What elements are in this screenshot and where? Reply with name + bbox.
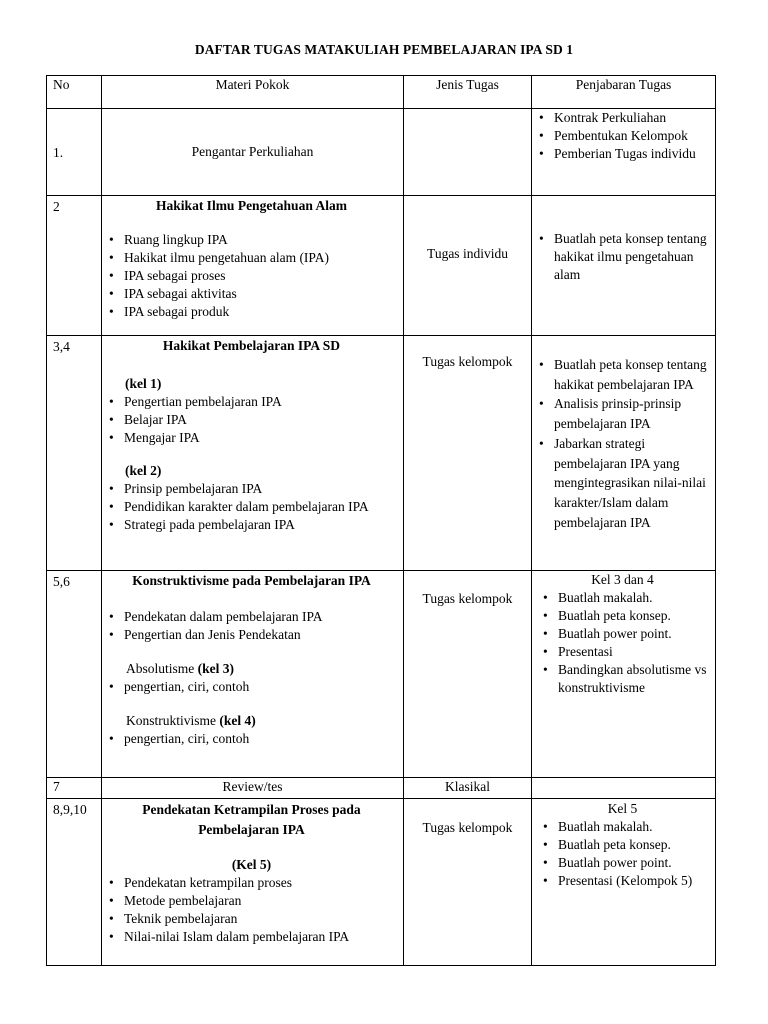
row-tasks-cell bbox=[532, 799, 716, 966]
list-item: • Pemberian Tugas individu bbox=[534, 145, 711, 163]
sub-heading-label: Konstruktivisme bbox=[126, 713, 220, 728]
row-materi-cell bbox=[102, 336, 404, 571]
list-item: • Buatlah peta konsep tentang hakikat ilmu pengetahuan alam bbox=[534, 230, 711, 284]
list-item: • Buatlah peta konsep tentang hakikat pembelajaran IPA bbox=[534, 355, 711, 394]
row-jenis bbox=[404, 799, 532, 966]
row-number: 3,4 bbox=[47, 336, 102, 571]
row-title: Review/tes bbox=[102, 778, 404, 799]
header-materi: Materi Pokok bbox=[102, 76, 404, 109]
list-item: • Buatlah makalah. bbox=[538, 818, 711, 836]
list-item: • Pendidikan karakter dalam pembelajaran IPA bbox=[104, 498, 399, 516]
row-jenis bbox=[404, 336, 532, 571]
list-item: • Belajar IPA bbox=[104, 411, 399, 429]
list-item: • pengertian, ciri, contoh bbox=[104, 730, 399, 748]
row-title: Pendekatan Ketrampilan Proses pada Pembelajaran IPA bbox=[142, 802, 361, 837]
row-tasks-cell bbox=[532, 778, 716, 799]
table-row bbox=[47, 571, 716, 778]
group-label: (kel 1) bbox=[125, 376, 162, 391]
row-jenis bbox=[404, 571, 532, 778]
list-item: • IPA sebagai proses bbox=[104, 267, 399, 285]
table-row bbox=[47, 336, 716, 571]
header-penjabaran: Penjabaran Tugas bbox=[532, 76, 716, 109]
row-materi-cell bbox=[102, 571, 404, 778]
header-jenis: Jenis Tugas bbox=[404, 76, 532, 109]
table-row bbox=[47, 799, 716, 966]
list-item: • Analisis prinsip-prinsip pembelajaran IPA bbox=[534, 394, 711, 433]
list-item: • Teknik pembelajaran bbox=[104, 910, 399, 928]
list-item: • Presentasi bbox=[538, 643, 711, 661]
sub-heading bbox=[104, 660, 399, 678]
list-item: • Mengajar IPA bbox=[104, 429, 399, 447]
row-jenis-text: Tugas kelompok bbox=[422, 820, 513, 835]
document-title: DAFTAR TUGAS MATAKULIAH PEMBELAJARAN IPA SD 1 bbox=[194, 42, 574, 57]
list-item: • Ruang lingkup IPA bbox=[104, 231, 399, 249]
list-item: • Pengertian dan Jenis Pendekatan bbox=[104, 626, 399, 644]
list-item: • Buatlah power point. bbox=[538, 625, 711, 643]
row-jenis-text: Tugas individu bbox=[427, 246, 508, 261]
row-jenis-text: Tugas kelompok bbox=[422, 591, 513, 606]
list-item: • Bandingkan absolutisme vs konstruktivisme bbox=[538, 661, 711, 697]
list-item: • IPA sebagai aktivitas bbox=[104, 285, 399, 303]
list-item: • Kontrak Perkuliahan bbox=[534, 109, 711, 127]
list-item: • Buatlah makalah. bbox=[538, 589, 711, 607]
list-item: • Pengertian pembelajaran IPA bbox=[104, 393, 399, 411]
list-item: • Pendekatan dalam pembelajaran IPA bbox=[104, 608, 399, 626]
list-item: • Strategi pada pembelajaran IPA bbox=[104, 516, 399, 534]
list-item: • Hakikat ilmu pengetahuan alam (IPA) bbox=[104, 249, 399, 267]
row-tasks-cell bbox=[532, 109, 716, 196]
list-item: • Nilai-nilai Islam dalam pembelajaran IPA bbox=[104, 928, 399, 946]
row-tasks-cell bbox=[532, 571, 716, 778]
header-no: No bbox=[47, 76, 102, 109]
row-materi-cell bbox=[102, 196, 404, 336]
row-jenis-text: Tugas kelompok bbox=[422, 354, 513, 369]
table-header-row bbox=[47, 76, 716, 109]
row-tasks-cell bbox=[532, 336, 716, 571]
group-label: (Kel 5) bbox=[231, 857, 272, 872]
sub-heading bbox=[104, 712, 399, 730]
group-label: (kel 2) bbox=[125, 463, 162, 478]
sub-heading-label: Absolutisme bbox=[126, 661, 198, 676]
list-item: • Presentasi (Kelompok 5) bbox=[538, 872, 711, 890]
task-table bbox=[46, 75, 716, 966]
row-tasks-cell bbox=[532, 196, 716, 336]
task-group-label: Kel 5 bbox=[607, 801, 638, 816]
list-item: • Jabarkan strategi pembelajaran IPA yang mengintegrasikan nilai-nilai karakter/Islam dalam pembelajaran IPA bbox=[534, 434, 711, 533]
row-title: Konstruktivisme pada Pembelajaran IPA bbox=[132, 573, 371, 588]
row-jenis bbox=[404, 196, 532, 336]
row-number: 7 bbox=[47, 778, 102, 799]
row-title: Hakikat Pembelajaran IPA SD bbox=[162, 338, 341, 353]
list-item: • pengertian, ciri, contoh bbox=[104, 678, 399, 696]
row-jenis bbox=[404, 109, 532, 196]
list-item: • Buatlah peta konsep. bbox=[538, 836, 711, 854]
row-number: 1. bbox=[47, 109, 102, 196]
list-item: • IPA sebagai produk bbox=[104, 303, 399, 321]
table-row bbox=[47, 196, 716, 336]
group-label: (kel 3) bbox=[197, 661, 235, 676]
row-title: Pengantar Perkuliahan bbox=[102, 109, 404, 196]
row-number: 5,6 bbox=[47, 571, 102, 778]
table-row bbox=[47, 778, 716, 799]
row-jenis: Klasikal bbox=[404, 778, 532, 799]
row-title: Hakikat Ilmu Pengetahuan Alam bbox=[156, 198, 347, 213]
list-item: • Pendekatan ketrampilan proses bbox=[104, 874, 399, 892]
list-item: • Metode pembelajaran bbox=[104, 892, 399, 910]
row-number: 2 bbox=[47, 196, 102, 336]
task-group-label: Kel 3 dan 4 bbox=[591, 572, 654, 587]
list-item: • Buatlah power point. bbox=[538, 854, 711, 872]
list-item: • Prinsip pembelajaran IPA bbox=[104, 480, 399, 498]
row-materi-cell bbox=[102, 799, 404, 966]
list-item: • Pembentukan Kelompok bbox=[534, 127, 711, 145]
row-number: 8,9,10 bbox=[47, 799, 102, 966]
list-item: • Buatlah peta konsep. bbox=[538, 607, 711, 625]
group-label: (kel 4) bbox=[219, 713, 256, 728]
table-row bbox=[47, 109, 716, 196]
